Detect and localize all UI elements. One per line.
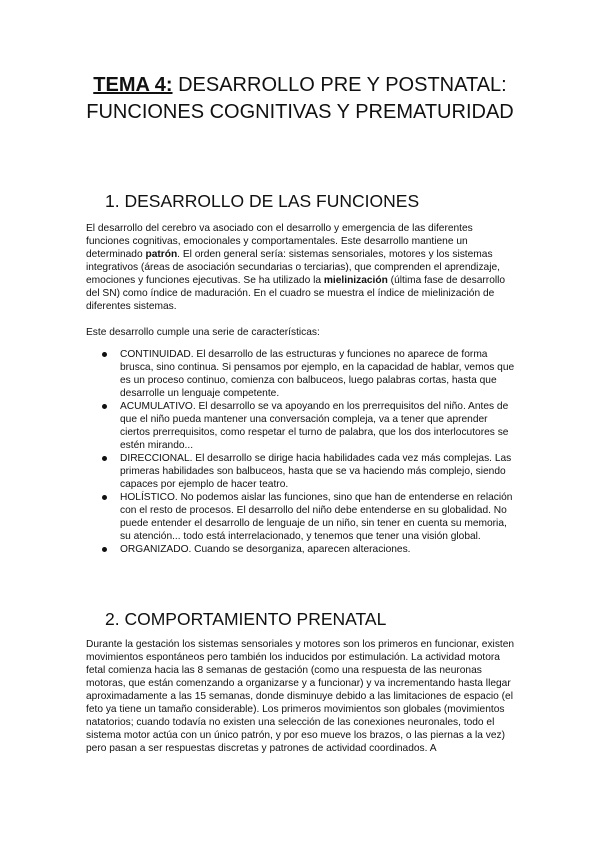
bullet-dot-icon: [102, 456, 107, 461]
bullet-dot-icon: [102, 495, 107, 500]
list-item-acumulativo: [86, 400, 518, 452]
list-item-text: ACUMULATIVO. El desarrollo se va apoyando en los prerrequisitos del niño. Antes de que el niño pueda mantener una conversación compleja, va a tener que aprender ciertos prerrequisitos, como respetar el turno de palabra, que los dos interlocutores se estén mirando...: [120, 401, 509, 451]
list-item-text: HOLÍSTICO. No podemos aislar las funciones, sino que han de entenderse en relación con el resto de procesos. El desarrollo del niño debe entenderse en su globalidad. No puede entender el desarrollo de lenguaje de un niño, sin tener en cuenta su memoria, su atención... todo está interrelacionado, y tenemos que tener una visión global.: [120, 492, 513, 542]
para1-text-c: (última fase de desarrollo del SN) como índice de maduración. En el cuadro se muestra el índice de mielinización de diferentes sistemas.: [86, 275, 506, 312]
para1-bold-patron: patrón: [145, 249, 178, 260]
list-item-organizado: [86, 543, 518, 556]
para1-text-a: El desarrollo del cerebro va asociado con el desarrollo y emergencia de las diferentes funciones cognitivas, emocionales y comportamentales. Este desarrollo mantiene un determinado: [86, 223, 473, 260]
section-heading-comportamiento-prenatal: 2. COMPORTAMIENTO PRENATAL: [105, 609, 387, 629]
section1-characteristics-intro: Este desarrollo cumple una serie de características:: [86, 327, 320, 338]
document-title: [60, 72, 540, 126]
list-item-holistico: [86, 491, 518, 543]
section1-intro-paragraph: [86, 222, 518, 313]
bullet-dot-icon: [102, 547, 107, 552]
list-item-text: DIRECCIONAL. El desarrollo se dirige hacia habilidades cada vez más complejas. Las primeras habilidades son balbuceos, hasta que se va haciendo más complejo, siendo capaces por ejemplo de hacer teatro.: [120, 453, 512, 490]
para1-text-b: . El orden general sería: sistemas sensoriales, motores y los sistemas integrativos (áreas de asociación secundarias o terciarias), que comprenden el aprendizaje, emociones y funciones ejecutivas. Se ha utilizado la: [86, 249, 500, 286]
characteristics-list: [86, 348, 518, 556]
list-item-text: ORGANIZADO. Cuando se desorganiza, aparecen alteraciones.: [120, 544, 411, 555]
title-topic-name: DESARROLLO PRE Y POSTNATAL: FUNCIONES COGNITIVAS Y PREMATURIDAD: [86, 74, 514, 123]
para1-bold-mielinizacion: mielinización: [323, 275, 388, 286]
title-topic-number: TEMA 4:: [93, 74, 173, 96]
section2-paragraph: Durante la gestación los sistemas sensoriales y motores son los primeros en funcionar, existen movimientos espontáneos pero también los inducidos por estimulación. La actividad motora fetal comienza hacia las 8 semanas de gestación (como una respuesta de las neuronas motoras, que están comenzando a organizarse y a funcionar) y va incrementando hasta llegar aproximadamente a las 15 semanas, donde disminuye debido a las limitaciones de espacio (el feto ya tiene un tamaño considerable). Los primeros movimientos son globales (movimientos natatorios; cuando todavía no existen una selección de las conexiones neuronales, todo el sistema motor actúa con un único patrón, y por eso mueve los brazos, o las piernas a la vez) pero pasan a ser respuestas discretas y patrones de actividad coordinados. A: [86, 639, 515, 754]
section-heading-desarrollo-funciones: 1. DESARROLLO DE LAS FUNCIONES: [105, 191, 420, 211]
list-item-continuidad: [86, 348, 518, 400]
list-item-text: CONTINUIDAD. El desarrollo de las estructuras y funciones no aparece de forma brusca, sino continua. Si pensamos por ejemplo, en la capacidad de hablar, vemos que es un proceso continuo, comienza con balbuceos, luego palabras cortas, hasta que desarrolle un lenguaje competente.: [120, 349, 515, 399]
bullet-dot-icon: [102, 352, 107, 357]
list-item-direccional: [86, 452, 518, 491]
bullet-dot-icon: [102, 404, 107, 409]
